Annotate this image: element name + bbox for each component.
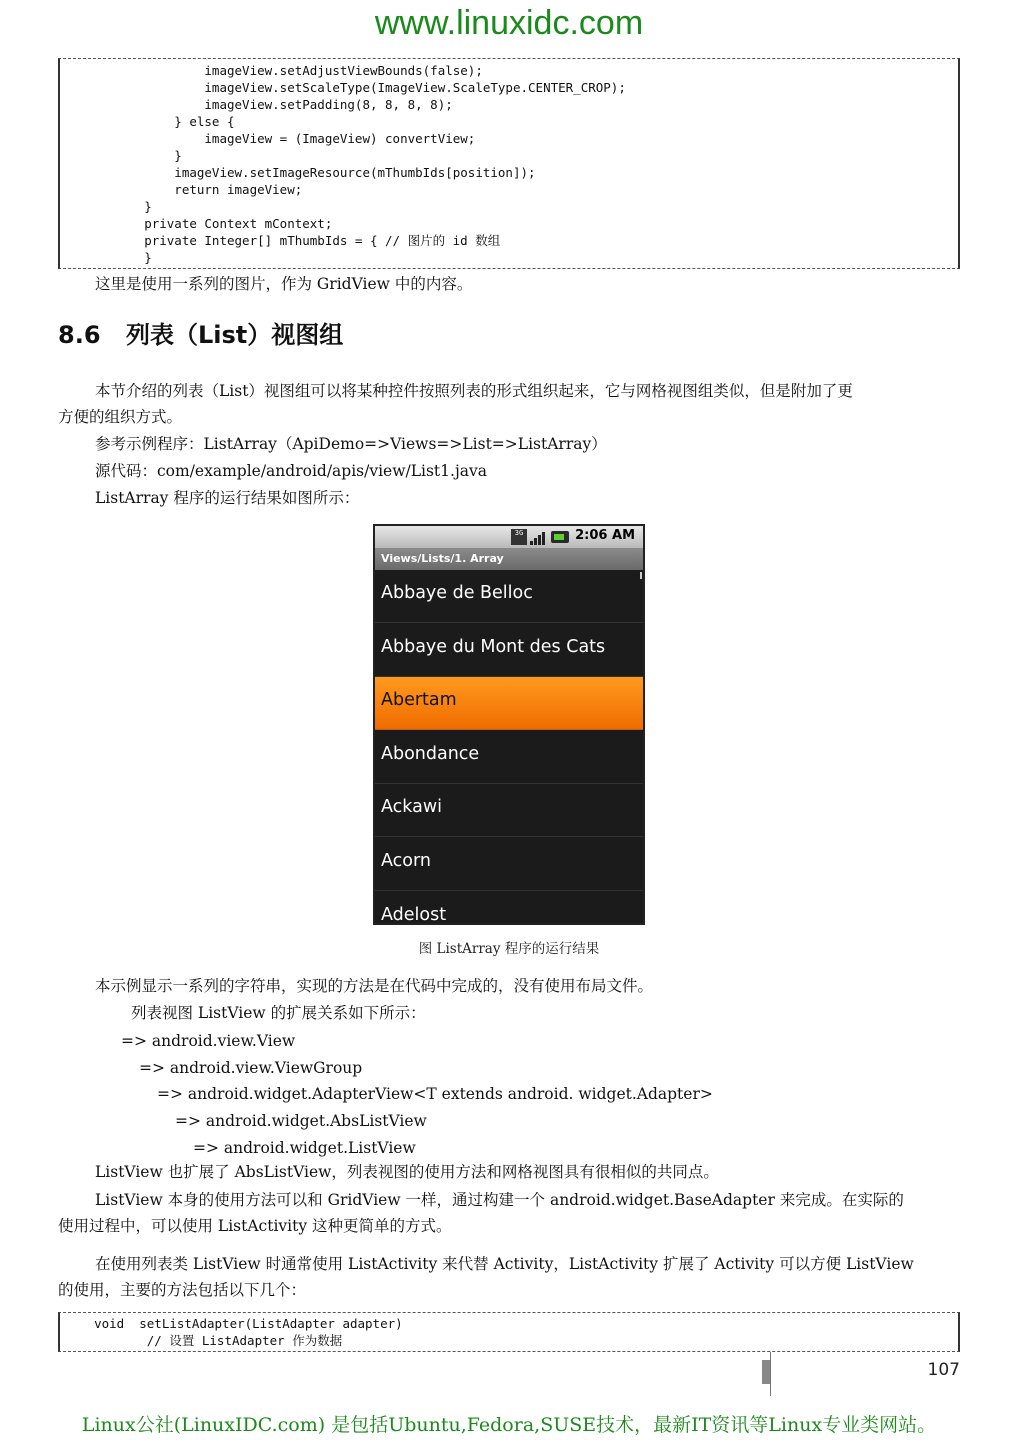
list-item-label: Ackawi xyxy=(381,797,443,817)
code-line: private Context mContext; xyxy=(84,216,333,231)
app-title: Views/Lists/1. Array xyxy=(381,552,504,565)
paragraph: 本示例显示一系列的字符串，实现的方法是在代码中完成的，没有使用布局文件。 xyxy=(95,977,654,995)
network-3g-icon: 3G xyxy=(511,529,527,545)
section-title: 列表（List）视图组 xyxy=(126,321,344,349)
signal-icon xyxy=(530,529,548,545)
app-title-bar xyxy=(375,548,643,570)
code-line: imageView.setImageResource(mThumbIds[position]); xyxy=(84,165,536,180)
code-line: private Integer[] mThumbIds = { // 图片的 id 数组 xyxy=(84,233,501,248)
paragraph: 这里是使用一系列的图片，作为 GridView 中的内容。 xyxy=(95,275,473,293)
paragraph: 方便的组织方式。 xyxy=(58,408,183,426)
list-item-label: Abbaye de Belloc xyxy=(381,583,533,603)
status-bar xyxy=(375,526,643,548)
list-item[interactable] xyxy=(375,570,643,623)
site-footer: Linux公社(LinuxIDC.com) 是包括Ubuntu,Fedora,SUSE技术，最新IT资讯等Linux专业类网站。 xyxy=(81,1414,937,1436)
list-item-selected[interactable] xyxy=(375,677,643,730)
hierarchy-line: => android.view.ViewGroup xyxy=(139,1059,363,1077)
hierarchy-line: => android.widget.AbsListView xyxy=(175,1112,427,1130)
list-item-label: Abondance xyxy=(381,744,480,764)
battery-icon xyxy=(551,531,569,543)
list-item-label: Abertam xyxy=(381,690,457,710)
paragraph: 源代码：com/example/android/apis/view/List1.java xyxy=(95,462,487,480)
paragraph: 在使用列表类 ListView 时通常使用 ListActivity 来代替 Activity，ListActivity 扩展了 Activity 可以方便 ListView xyxy=(95,1255,914,1273)
list-item[interactable] xyxy=(375,892,643,925)
site-header: www.linuxidc.com xyxy=(374,4,644,42)
paragraph: ListView 本身的使用方法可以和 GridView 一样，通过构建一个 android.widget.BaseAdapter 来完成。在实际的 xyxy=(95,1191,904,1209)
list-item[interactable] xyxy=(375,784,643,837)
page-number: 107 xyxy=(927,1360,960,1380)
code-line: return imageView; xyxy=(84,182,303,197)
paragraph: 参考示例程序：ListArray（ApiDemo=>Views=>List=>ListArray） xyxy=(95,435,607,453)
code-line: void setListAdapter(ListAdapter adapter) xyxy=(64,1316,403,1331)
paragraph: ListView 也扩展了 AbsListView，列表视图的使用方法和网格视图具有很相似的共同点。 xyxy=(95,1163,719,1181)
list-item[interactable] xyxy=(375,624,643,677)
hierarchy-line: => android.view.View xyxy=(121,1032,296,1050)
list-item-label: Acorn xyxy=(381,851,431,871)
code-line: } else { xyxy=(84,114,235,129)
code-line: imageView = (ImageView) convertView; xyxy=(84,131,476,146)
list-item-label: Adelost xyxy=(381,905,447,925)
list-item[interactable] xyxy=(375,838,643,891)
code-line: } xyxy=(84,148,182,163)
paragraph: 的使用，主要的方法包括以下几个： xyxy=(58,1281,307,1299)
list-item[interactable] xyxy=(375,731,643,784)
code-line: imageView.setScaleType(ImageView.ScaleType.CENTER_CROP); xyxy=(84,80,626,95)
code-line: // 设置 ListAdapter 作为数据 xyxy=(64,1333,343,1348)
status-icons xyxy=(511,529,569,545)
figure-caption: 图 ListArray 程序的运行结果 xyxy=(418,941,600,957)
page-divider xyxy=(770,1352,771,1396)
paragraph: 列表视图 ListView 的扩展关系如下所示： xyxy=(131,1004,426,1022)
paragraph: ListArray 程序的运行结果如图所示： xyxy=(95,489,360,507)
code-line: } xyxy=(84,199,152,214)
scrollbar[interactable] xyxy=(640,572,642,579)
section-number: 8.6 xyxy=(58,321,101,349)
paragraph: 使用过程中，可以使用 ListActivity 这种更简单的方式。 xyxy=(58,1217,452,1235)
status-time: 2:06 AM xyxy=(575,528,635,543)
code-line: imageView.setPadding(8, 8, 8, 8); xyxy=(84,97,453,112)
code-block-top xyxy=(58,58,960,269)
list-item-label: Abbaye du Mont des Cats xyxy=(381,637,606,657)
code-line: } xyxy=(84,250,152,265)
phone-screenshot xyxy=(373,524,645,925)
hierarchy-line: => android.widget.AdapterView<T extends android. widget.Adapter> xyxy=(157,1085,713,1103)
code-block-bottom xyxy=(58,1312,960,1352)
hierarchy-line: => android.widget.ListView xyxy=(193,1139,416,1157)
paragraph: 本节介绍的列表（List）视图组可以将某种控件按照列表的形式组织起来，它与网格视图组类似，但是附加了更 xyxy=(95,382,853,400)
page-marker xyxy=(762,1360,770,1384)
section-heading xyxy=(58,318,343,352)
list-view[interactable] xyxy=(375,570,643,925)
code-line: imageView.setAdjustViewBounds(false); xyxy=(84,63,483,78)
